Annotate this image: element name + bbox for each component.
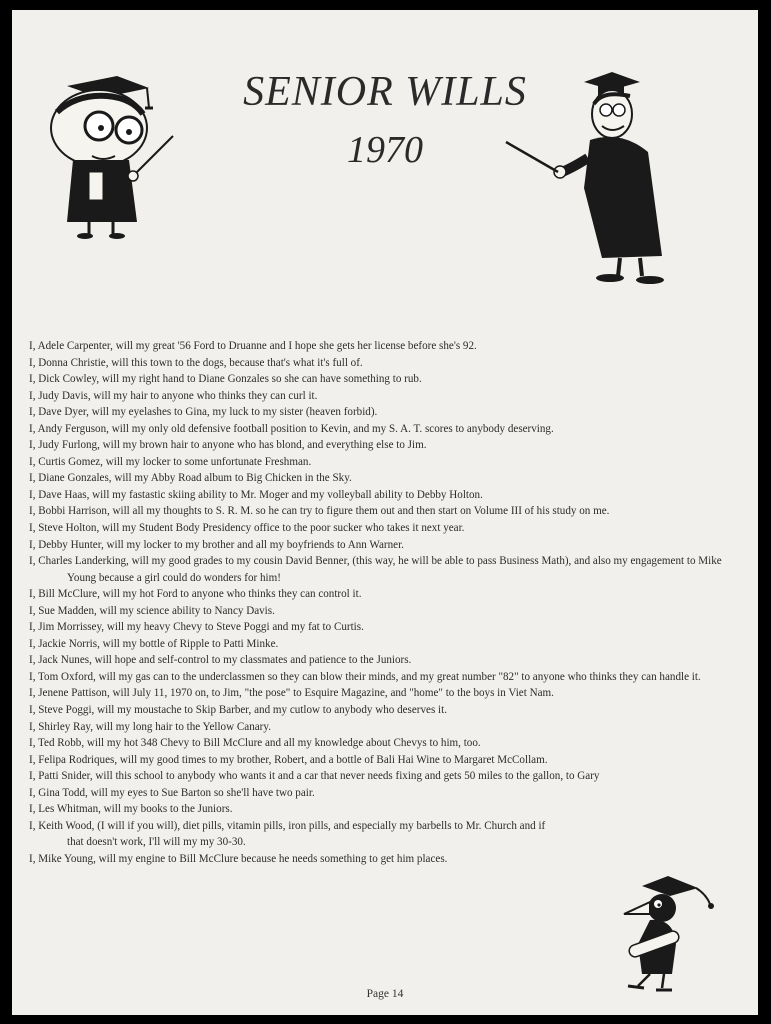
will-entry: I, Debby Hunter, will my locker to my brother and all my boyfriends to Ann Warner. xyxy=(29,538,404,551)
will-entry: I, Mike Young, will my engine to Bill McClure because he needs something to get him places. xyxy=(29,852,448,865)
will-entry: I, Sue Madden, will my science ability to Nancy Davis. xyxy=(29,604,275,617)
will-entry: I, Dick Cowley, will my right hand to Diane Gonzales so she can have something to rub. xyxy=(29,373,422,386)
will-entry: I, Judy Davis, will my hair to anyone who thinks they can curl it. xyxy=(29,389,318,402)
will-entry: I, Gina Todd, will my eyes to Sue Barton so she'll have two pair. xyxy=(29,786,315,799)
will-entry: I, Patti Snider, will this school to anybody who wants it and a car that never needs fixing and gets 50 miles to the gallon, to Gary xyxy=(29,770,600,783)
will-entry: I, Andy Ferguson, will my only old defensive football position to Kevin, and my S. A. T. scores to anybody deserving. xyxy=(29,422,554,435)
will-entry: I, Keith Wood, (I will if you will), diet pills, vitamin pills, iron pills, and especially my barbells to Mr. Church and if that doesn't work, I'll will my my 30-30. xyxy=(29,819,546,849)
senior-wills-list xyxy=(29,338,734,868)
will-entry: I, Ted Robb, will my hot 348 Chevy to Bill McClure and all my knowledge about Chevys to him, too. xyxy=(29,737,481,750)
graduate-cartoon-left xyxy=(37,72,177,240)
yearbook-page xyxy=(12,10,758,1015)
will-entry: I, Judy Furlong, will my brown hair to anyone who has blond, and everything else to Jim. xyxy=(29,439,427,452)
professor-cartoon-right xyxy=(502,68,677,290)
will-entry: I, Jackie Norris, will my bottle of Ripple to Patti Minke. xyxy=(29,637,279,650)
will-entry: I, Bobbi Harrison, will all my thoughts to S. R. M. so he can try to figure them out and then start on Volume III of his study on me. xyxy=(29,505,610,518)
will-entry: I, Tom Oxford, will my gas can to the underclassmen so they can blow their minds, and my great number "82" to anyone who thinks they can handle it. xyxy=(29,670,701,683)
will-entry: I, Jim Morrissey, will my heavy Chevy to Steve Poggi and my fat to Curtis. xyxy=(29,621,364,634)
will-entry: I, Adele Carpenter, will my great '56 Ford to Druanne and I hope she gets her license before she's 92. xyxy=(29,340,477,352)
will-entry: I, Diane Gonzales, will my Abby Road album to Big Chicken in the Sky. xyxy=(29,472,352,485)
will-entry: I, Donna Christie, will this town to the dogs, because that's what it's full of. xyxy=(29,356,363,369)
will-entry: I, Felipa Rodriques, will my good times to my brother, Robert, and a bottle of Bali Hai Wine to Margaret McCollam. xyxy=(29,753,548,766)
will-entry: I, Les Whitman, will my books to the Juniors. xyxy=(29,803,233,816)
will-entry: I, Steve Holton, will my Student Body Presidency office to the poor sucker who takes it next year. xyxy=(29,522,465,535)
page-year: 1970 xyxy=(347,129,423,171)
will-entry: I, Dave Dyer, will my eyelashes to Gina, my luck to my sister (heaven forbid). xyxy=(29,406,378,419)
will-entry: I, Steve Poggi, will my moustache to Skip Barber, and my cutlow to anybody who deserves it. xyxy=(29,704,447,717)
page-number: Page 14 xyxy=(366,988,404,1000)
page-title: SENIOR WILLS xyxy=(243,69,527,115)
will-entry: I, Jack Nunes, will hope and self-control to my classmates and patience to the Juniors. xyxy=(29,654,412,667)
bird-graduate-cartoon xyxy=(598,874,722,994)
will-entry: I, Charles Landerking, will my good grades to my cousin David Benner, (this way, he will be able to pass Business Math), and also my engagement to Mike Young because a girl could do wonders for him! xyxy=(29,555,722,584)
will-entry: I, Dave Haas, will my fastastic skiing ability to Mr. Moger and my volleyball ability to Debby Holton. xyxy=(29,488,483,501)
will-entry: I, Jenene Pattison, will July 11, 1970 on, to Jim, "the pose" to Esquire Magazine, and "home" to the boys in Viet Nam. xyxy=(29,687,554,700)
will-entry: I, Shirley Ray, will my long hair to the Yellow Canary. xyxy=(29,720,271,733)
will-entry: I, Bill McClure, will my hot Ford to anyone who thinks they can control it. xyxy=(29,588,362,601)
will-entry: I, Curtis Gomez, will my locker to some unfortunate Freshman. xyxy=(29,455,312,468)
